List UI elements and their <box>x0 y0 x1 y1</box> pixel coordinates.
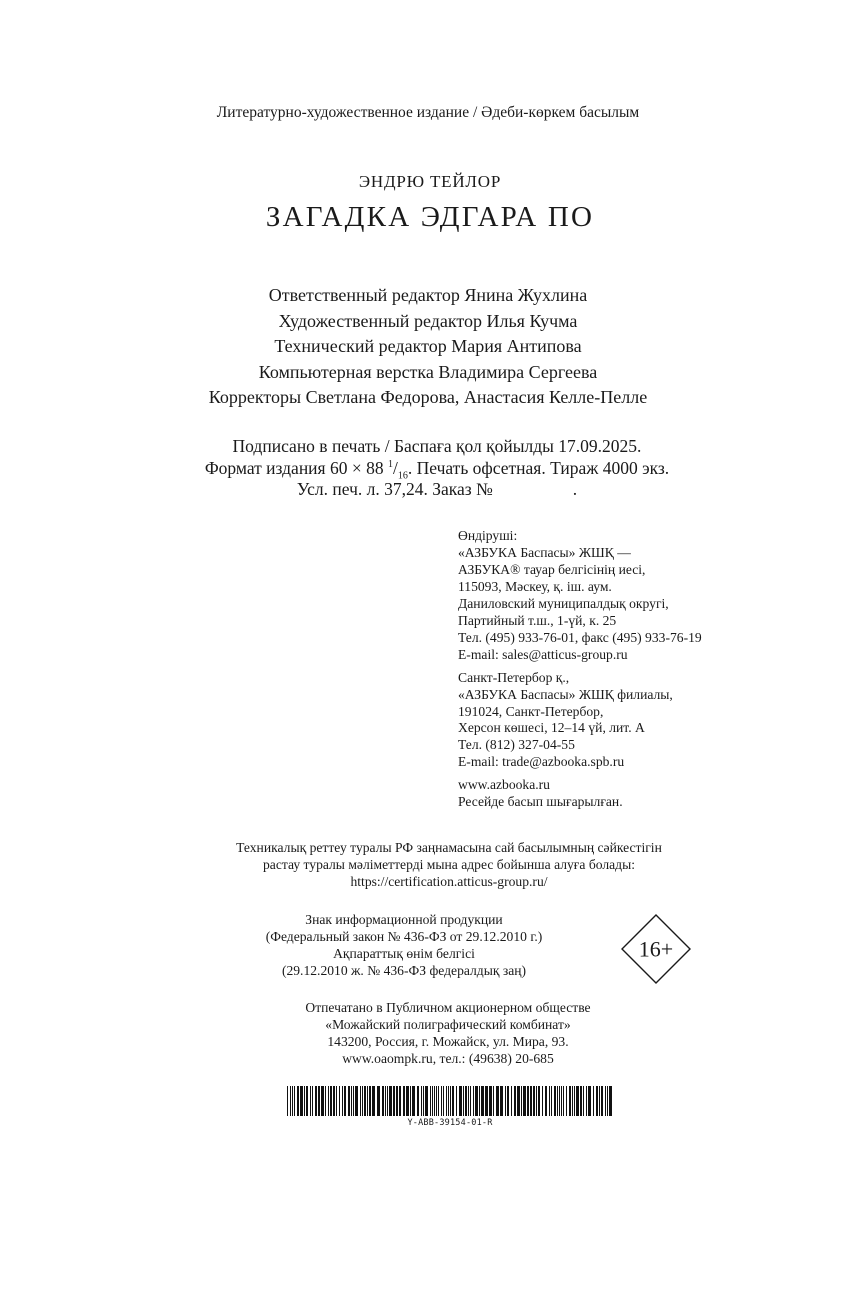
barcode-bar <box>417 1086 419 1116</box>
barcode-bar <box>300 1086 303 1116</box>
barcode-bar <box>574 1086 575 1116</box>
barcode-bar <box>511 1086 512 1116</box>
manufacturer-kz-line: «АЗБУКА Баспасы» ЖШҚ — <box>458 544 631 560</box>
barcode-bar <box>507 1086 509 1116</box>
barcode-bar <box>485 1086 488 1116</box>
barcode-bar <box>561 1086 562 1116</box>
barcode-bar <box>351 1086 352 1116</box>
barcode-bar <box>399 1086 401 1116</box>
barcode-bar <box>423 1086 424 1116</box>
barcode-bar <box>441 1086 442 1116</box>
barcode-bar <box>549 1086 550 1116</box>
barcode-bar <box>312 1086 313 1116</box>
barcode-bar <box>514 1086 516 1116</box>
info-sign-line: (Федеральный закон № 436-ФЗ от 29.12.2010 г.) <box>265 928 543 944</box>
barcode-bar <box>599 1086 600 1116</box>
info-product-sign <box>210 912 598 980</box>
barcode-bar <box>339 1086 340 1116</box>
info-sign-line: Ақпараттық өнім белгісі <box>333 945 475 961</box>
barcode-bar <box>360 1086 361 1116</box>
branch-kz-line: Херсон көшесі, 12–14 үй, лит. А <box>458 720 645 736</box>
barcode-bar <box>588 1086 591 1116</box>
barcode-bar <box>306 1086 308 1116</box>
credit-line: Компьютерная верстка Владимира Сергеева <box>258 361 598 382</box>
barcode-bar <box>385 1086 386 1116</box>
barcode-bar <box>538 1086 540 1116</box>
barcode-bar <box>551 1086 552 1116</box>
barcode-bar <box>362 1086 363 1116</box>
fraction-denominator: 16 <box>397 470 408 482</box>
barcode-bar <box>566 1086 567 1116</box>
barcode-bar <box>583 1086 584 1116</box>
branch-kz-line: Санкт-Петербор қ., <box>458 669 570 685</box>
fraction-numerator: 1 <box>387 458 393 470</box>
branch-kz-line: Тел. (812) 327-04-55 <box>458 737 575 753</box>
barcode-bar <box>465 1086 467 1116</box>
barcode-bar <box>569 1086 571 1116</box>
barcode-bar <box>432 1086 433 1116</box>
tech-regulation-line: Техникалық реттеу туралы РФ заңнамасына сай басылымның сәйкестігін <box>236 840 662 855</box>
manufacturer-kz-line: Өндіруші: <box>458 528 518 543</box>
barcode-bar <box>290 1086 291 1116</box>
barcode-bar <box>333 1086 335 1116</box>
barcode <box>287 1086 613 1116</box>
tech-regulation-note <box>0 840 856 891</box>
barcode-bar <box>389 1086 392 1116</box>
barcode-bar <box>412 1086 415 1116</box>
barcode-bar <box>294 1086 295 1116</box>
footer-kz-line: www.azbooka.ru <box>458 777 550 793</box>
credit-line: Корректоры Светлана Федорова, Анастасия Келле-Пелле <box>208 387 648 408</box>
barcode-bar <box>459 1086 462 1116</box>
tech-regulation-line: растау туралы мәліметтерді мына адрес бойынша алуға болады: <box>263 856 635 872</box>
barcode-bar <box>336 1086 337 1116</box>
branch-kz-line: «АЗБУКА Баспасы» ЖШҚ филиалы, <box>458 686 673 702</box>
barcode-bar <box>355 1086 358 1116</box>
branch-kz-line: E-mail: trade@azbooka.spb.ru <box>458 754 625 770</box>
barcode-bar <box>601 1086 603 1116</box>
barcode-bar <box>330 1086 332 1116</box>
manufacturer-kz-line: АЗБУКА® тауар белгісінің иесі, <box>458 561 646 577</box>
manufacturer-kz-line: E-mail: sales@atticus-group.ru <box>458 646 628 662</box>
barcode-bar <box>481 1086 484 1116</box>
barcode-bar <box>292 1086 293 1116</box>
format-fraction: $^1/_{16}$ <box>387 457 408 482</box>
barcode-bar <box>287 1086 288 1116</box>
barcode-bar <box>505 1086 506 1116</box>
barcode-bar <box>463 1086 464 1116</box>
info-sign-line: Знак информационной продукции <box>305 912 503 927</box>
barcode-bar <box>377 1086 380 1116</box>
printer-line: www.oaompk.ru, тел.: (49638) 20-685 <box>342 1050 554 1066</box>
barcode-bar <box>572 1086 573 1116</box>
barcode-bar <box>517 1086 520 1116</box>
barcode-bar <box>297 1086 299 1116</box>
barcode-bar <box>382 1086 384 1116</box>
info-sign-line: (29.12.2010 ж. № 436-ФЗ федералдық заң) <box>281 962 527 978</box>
barcode-bar <box>369 1086 371 1116</box>
barcode-bar <box>425 1086 428 1116</box>
barcode-bar <box>321 1086 324 1116</box>
barcode-bar <box>607 1086 608 1116</box>
barcode-bar <box>372 1086 375 1116</box>
barcode-bar <box>559 1086 560 1116</box>
sheets-prefix: Усл. печ. л. 37,24. Заказ № <box>296 479 493 500</box>
signed-date: Подписано в печать / Баспаға қол қойылды 17.09.2025. <box>232 436 642 456</box>
barcode-bar <box>387 1086 388 1116</box>
barcode-bar <box>479 1086 480 1116</box>
barcode-bar <box>493 1086 494 1116</box>
publisher-column-kz <box>458 528 702 811</box>
barcode-bar <box>554 1086 556 1116</box>
barcode-bar <box>353 1086 354 1116</box>
manufacturer-kz-line: Партийный т.ш., 1-үй, к. 25 <box>458 612 617 628</box>
barcode-bar <box>410 1086 411 1116</box>
age-rating-badge <box>620 913 692 985</box>
manufacturer-kz-line: Даниловский муниципалдық округі, <box>458 595 669 611</box>
barcode-bar <box>530 1086 532 1116</box>
barcode-bar <box>593 1086 594 1116</box>
barcode-bar <box>348 1086 350 1116</box>
barcode-bar <box>364 1086 366 1116</box>
author-name: ЭНДРЮ ТЕЙЛОР <box>358 172 502 191</box>
barcode-bar <box>475 1086 478 1116</box>
barcode-bar <box>304 1086 305 1116</box>
barcode-bar <box>496 1086 499 1116</box>
branch-kz-line: 191024, Санкт-Петербор, <box>458 703 604 719</box>
barcode-bar <box>430 1086 431 1116</box>
barcode-bar <box>605 1086 606 1116</box>
credit-line: Художественный редактор Илья Кучма <box>278 310 578 331</box>
book-title: ЗАГАДКА ЭДГАРА ПО <box>265 201 595 233</box>
barcode-bar <box>523 1086 526 1116</box>
footer-kz-line: Ресейде басып шығарылған. <box>458 794 623 810</box>
barcode-bar <box>468 1086 469 1116</box>
credit-line: Технический редактор Мария Антипова <box>274 336 582 357</box>
barcode-bar <box>344 1086 346 1116</box>
barcode-bar <box>318 1086 320 1116</box>
barcode-bar <box>421 1086 422 1116</box>
barcode-bar <box>396 1086 398 1116</box>
format-prefix: Формат издания 60 × 88 <box>204 457 384 478</box>
sheets-suffix: . <box>572 479 578 500</box>
barcode-bar <box>557 1086 558 1116</box>
manufacturer-kz-line: 115093, Мәскеу, қ. іш. аум. <box>458 578 612 594</box>
barcode-bar <box>596 1086 598 1116</box>
manufacturer-kz-line: Тел. (495) 933-76-01, факс (495) 933-76-19 <box>458 629 702 645</box>
barcode-bar <box>434 1086 435 1116</box>
barcode-bar <box>533 1086 535 1116</box>
format-line <box>9 458 856 480</box>
barcode-bar <box>342 1086 343 1116</box>
barcode-bar <box>576 1086 579 1116</box>
format-suffix: . Печать офсетная. Тираж 4000 экз. <box>407 457 670 478</box>
barcode-bar <box>527 1086 529 1116</box>
barcode-bar <box>315 1086 317 1116</box>
barcode-text: Y-ABB-39154-01-R <box>407 1118 493 1128</box>
barcode-bar <box>521 1086 522 1116</box>
barcode-bar <box>310 1086 311 1116</box>
age-rating-label: 16+ <box>638 936 674 962</box>
edition-type: Литературно-художественное издание / Әдеби-көркем басылым <box>216 104 640 121</box>
barcode-bar <box>393 1086 395 1116</box>
barcode-bar <box>545 1086 547 1116</box>
barcode-bar <box>448 1086 449 1116</box>
barcode-bar <box>489 1086 492 1116</box>
barcode-bar <box>609 1086 612 1116</box>
barcode-bar <box>452 1086 454 1116</box>
barcode-bar <box>563 1086 564 1116</box>
barcode-bar <box>438 1086 439 1116</box>
barcode-bar <box>436 1086 437 1116</box>
certification-url: https://certification.atticus-group.ru/ <box>350 873 548 889</box>
printer-info <box>0 1000 856 1068</box>
barcode-bar <box>443 1086 444 1116</box>
barcode-bar <box>450 1086 451 1116</box>
barcode-bar <box>403 1086 405 1116</box>
barcode-bar <box>446 1086 447 1116</box>
credit-line: Ответственный редактор Янина Жухлина <box>268 285 588 305</box>
barcode-bar <box>367 1086 368 1116</box>
credits <box>0 283 856 411</box>
barcode-bar <box>406 1086 409 1116</box>
printer-line: «Можайский полиграфический комбинат» <box>325 1016 571 1032</box>
printer-line: Отпечатано в Публичном акционерном обществе <box>305 1000 591 1015</box>
print-info <box>9 436 856 501</box>
barcode-bar <box>580 1086 582 1116</box>
barcode-bar <box>325 1086 326 1116</box>
barcode-bar <box>473 1086 474 1116</box>
barcode-bar <box>456 1086 457 1116</box>
barcode-bar <box>328 1086 329 1116</box>
barcode-bar <box>500 1086 503 1116</box>
printer-line: 143200, Россия, г. Можайск, ул. Мира, 93. <box>327 1033 569 1049</box>
barcode-bar <box>542 1086 543 1116</box>
barcode-bar <box>586 1086 587 1116</box>
barcode-bar <box>536 1086 537 1116</box>
sheets-line <box>9 479 856 501</box>
barcode-bar <box>470 1086 471 1116</box>
